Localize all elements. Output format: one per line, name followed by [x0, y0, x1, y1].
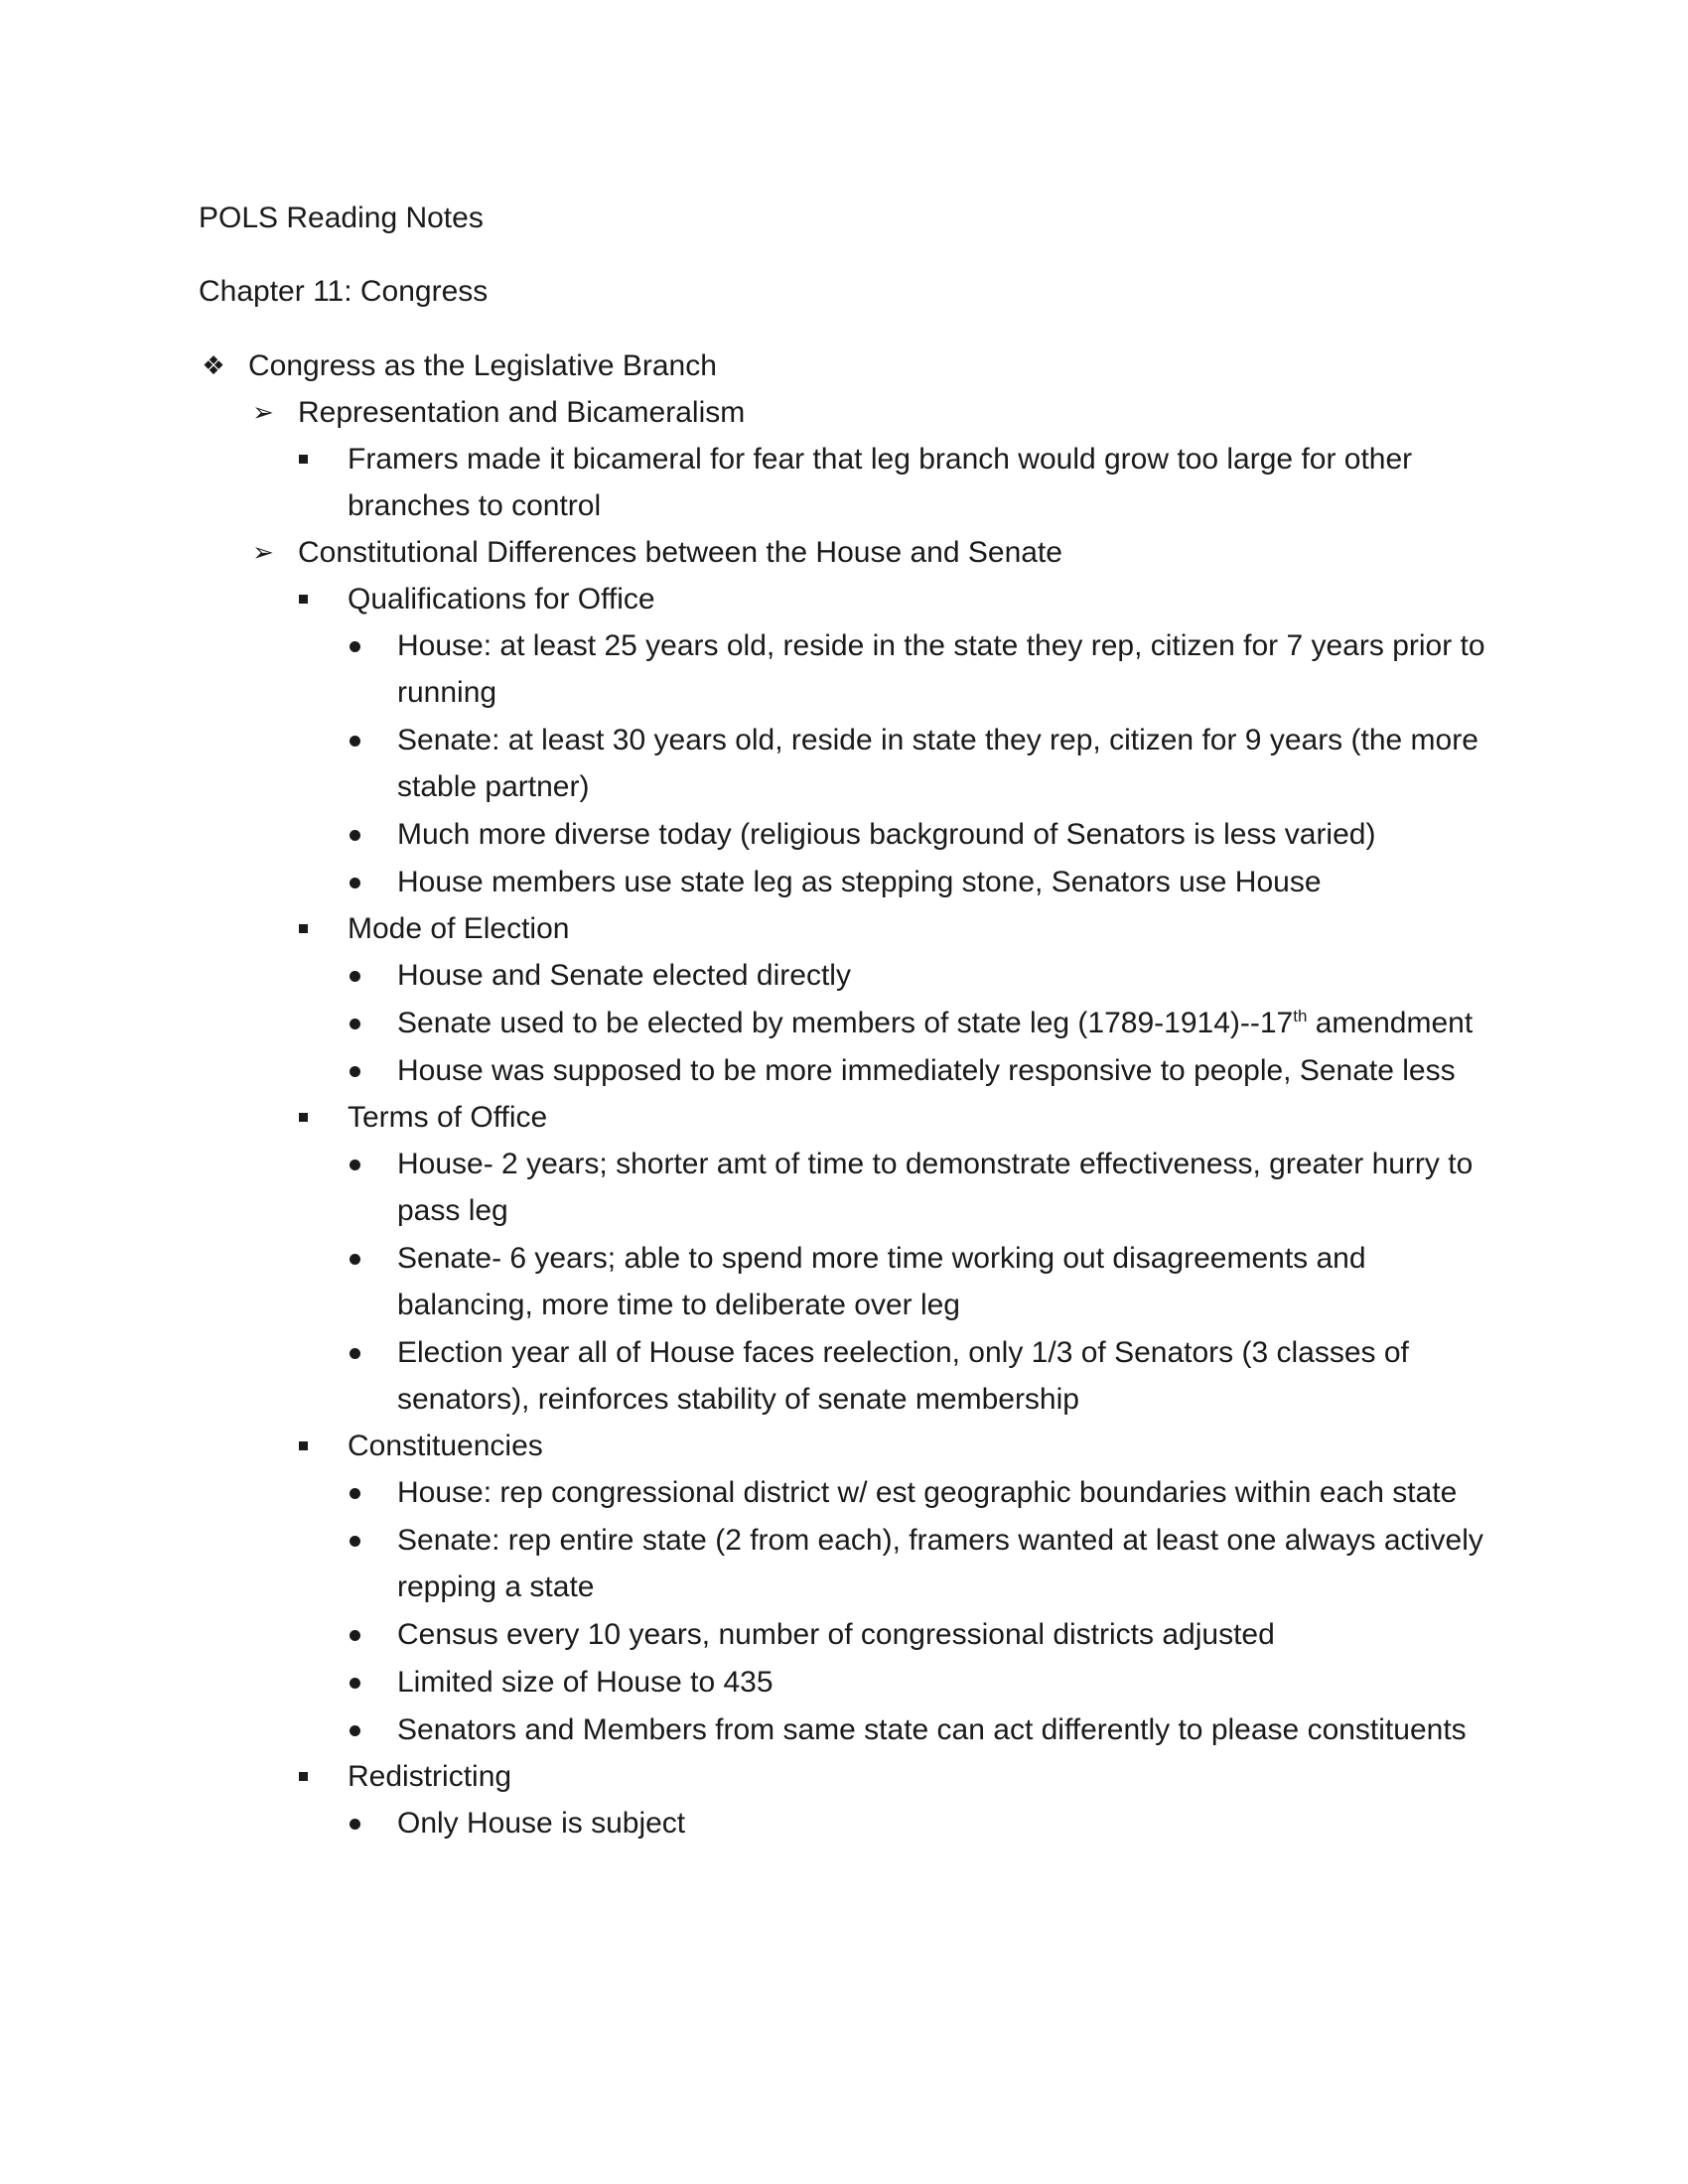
topic-label: Qualifications for Office — [348, 583, 655, 615]
four-diamond-bullet-icon: ❖ — [202, 350, 225, 380]
square-bullet-icon — [299, 1113, 308, 1122]
list-item — [199, 1517, 1489, 1610]
list-item — [199, 1329, 1489, 1423]
list-item — [199, 811, 1489, 858]
round-bullet-icon — [350, 1488, 360, 1499]
subsection-label: Constitutional Differences between the House and Senate — [298, 536, 1062, 569]
list-item — [199, 717, 1489, 810]
list-item — [199, 622, 1489, 716]
list-item-text: Limited size of House to 435 — [397, 1666, 774, 1699]
subsection-label: Representation and Bicameralism — [298, 396, 746, 429]
round-bullet-icon — [350, 971, 360, 982]
list-item — [199, 1047, 1489, 1094]
list-item-text: House was supposed to be more immediately responsive to people, Senate less — [397, 1054, 1456, 1087]
topic-qualifications — [199, 576, 1489, 622]
list-item-text: Senate: at least 30 years old, reside in state they rep, citizen for 9 years (the more stable partner) — [397, 724, 1478, 803]
list-item — [199, 1000, 1489, 1046]
square-bullet-icon — [299, 924, 308, 933]
list-item-text — [397, 1007, 1473, 1039]
topic-label: Redistricting — [348, 1760, 512, 1793]
outline-section — [199, 342, 1489, 389]
list-item-text: Framers made it bicameral for fear that leg branch would grow too large for other branches to control — [348, 443, 1413, 522]
list-item-text-end: amendment — [1307, 1007, 1474, 1039]
round-bullet-icon — [350, 1536, 360, 1547]
topic-redistricting — [199, 1753, 1489, 1800]
topic-label: Terms of Office — [348, 1101, 548, 1134]
round-bullet-icon — [350, 641, 360, 652]
square-bullet-icon — [299, 455, 308, 464]
round-bullet-icon — [350, 1066, 360, 1077]
round-bullet-icon — [350, 1725, 360, 1736]
document-title: POLS Reading Notes — [199, 202, 484, 234]
round-bullet-icon — [350, 1160, 360, 1170]
list-item — [199, 1611, 1489, 1658]
list-item-text: Only House is subject — [397, 1807, 686, 1840]
square-bullet-icon — [299, 1772, 308, 1781]
round-bullet-icon — [350, 1348, 360, 1359]
topic-terms-of-office — [199, 1094, 1489, 1141]
list-item — [199, 1235, 1489, 1328]
round-bullet-icon — [350, 736, 360, 747]
list-item — [199, 1659, 1489, 1706]
list-item — [199, 1141, 1489, 1234]
ordinal-superscript: th — [1293, 1007, 1308, 1025]
list-item-text: Election year all of House faces reelection, only 1/3 of Senators (3 classes of senators), reinforces stability of senate membership — [397, 1336, 1409, 1416]
list-item-text: Senate- 6 years; able to spend more time working out disagreements and balancing, more time to deliberate over leg — [397, 1242, 1366, 1321]
chapter-heading: Chapter 11: Congress — [199, 275, 489, 308]
arrowhead-bullet-icon: ➢ — [252, 537, 274, 567]
list-item — [199, 1800, 1489, 1846]
topic-mode-of-election — [199, 905, 1489, 952]
round-bullet-icon — [350, 1019, 360, 1029]
list-item-text: Senators and Members from same state can act differently to please constituents — [397, 1713, 1467, 1746]
list-item-text: House: at least 25 years old, reside in the state they rep, citizen for 7 years prior to running — [397, 629, 1485, 709]
round-bullet-icon — [350, 1254, 360, 1265]
list-item — [199, 436, 1489, 529]
subsection-rep-bicam — [199, 389, 1489, 436]
round-bullet-icon — [350, 830, 360, 841]
square-bullet-icon — [299, 595, 308, 604]
subsection-constitutional-differences — [199, 529, 1489, 576]
topic-constituencies — [199, 1423, 1489, 1469]
list-item-text: House and Senate elected directly — [397, 959, 851, 992]
list-item-text: Senate: rep entire state (2 from each), framers wanted at least one always actively repping a state — [397, 1524, 1483, 1603]
list-item — [199, 1469, 1489, 1516]
notes-body — [199, 195, 1489, 1846]
list-item — [199, 952, 1489, 999]
topic-label: Constituencies — [348, 1430, 543, 1462]
list-item-text: House: rep congressional district w/ est geographic boundaries within each state — [397, 1476, 1458, 1509]
list-item-text: Census every 10 years, number of congressional districts adjusted — [397, 1618, 1275, 1651]
list-item-text: House members use state leg as stepping stone, Senators use House — [397, 866, 1322, 898]
list-item — [199, 1706, 1489, 1753]
arrowhead-bullet-icon: ➢ — [252, 397, 274, 427]
round-bullet-icon — [350, 1678, 360, 1689]
list-item-text: House- 2 years; shorter amt of time to demonstrate effectiveness, greater hurry to pass leg — [397, 1148, 1474, 1227]
round-bullet-icon — [350, 878, 360, 888]
round-bullet-icon — [350, 1819, 360, 1830]
round-bullet-icon — [350, 1630, 360, 1641]
topic-label: Mode of Election — [348, 912, 570, 945]
list-item — [199, 859, 1489, 905]
list-item-text-start: Senate used to be elected by members of state leg (1789-1914)--17 — [397, 1007, 1294, 1039]
section-label: Congress as the Legislative Branch — [248, 349, 717, 382]
square-bullet-icon — [299, 1441, 308, 1450]
list-item-text: Much more diverse today (religious background of Senators is less varied) — [397, 818, 1376, 851]
